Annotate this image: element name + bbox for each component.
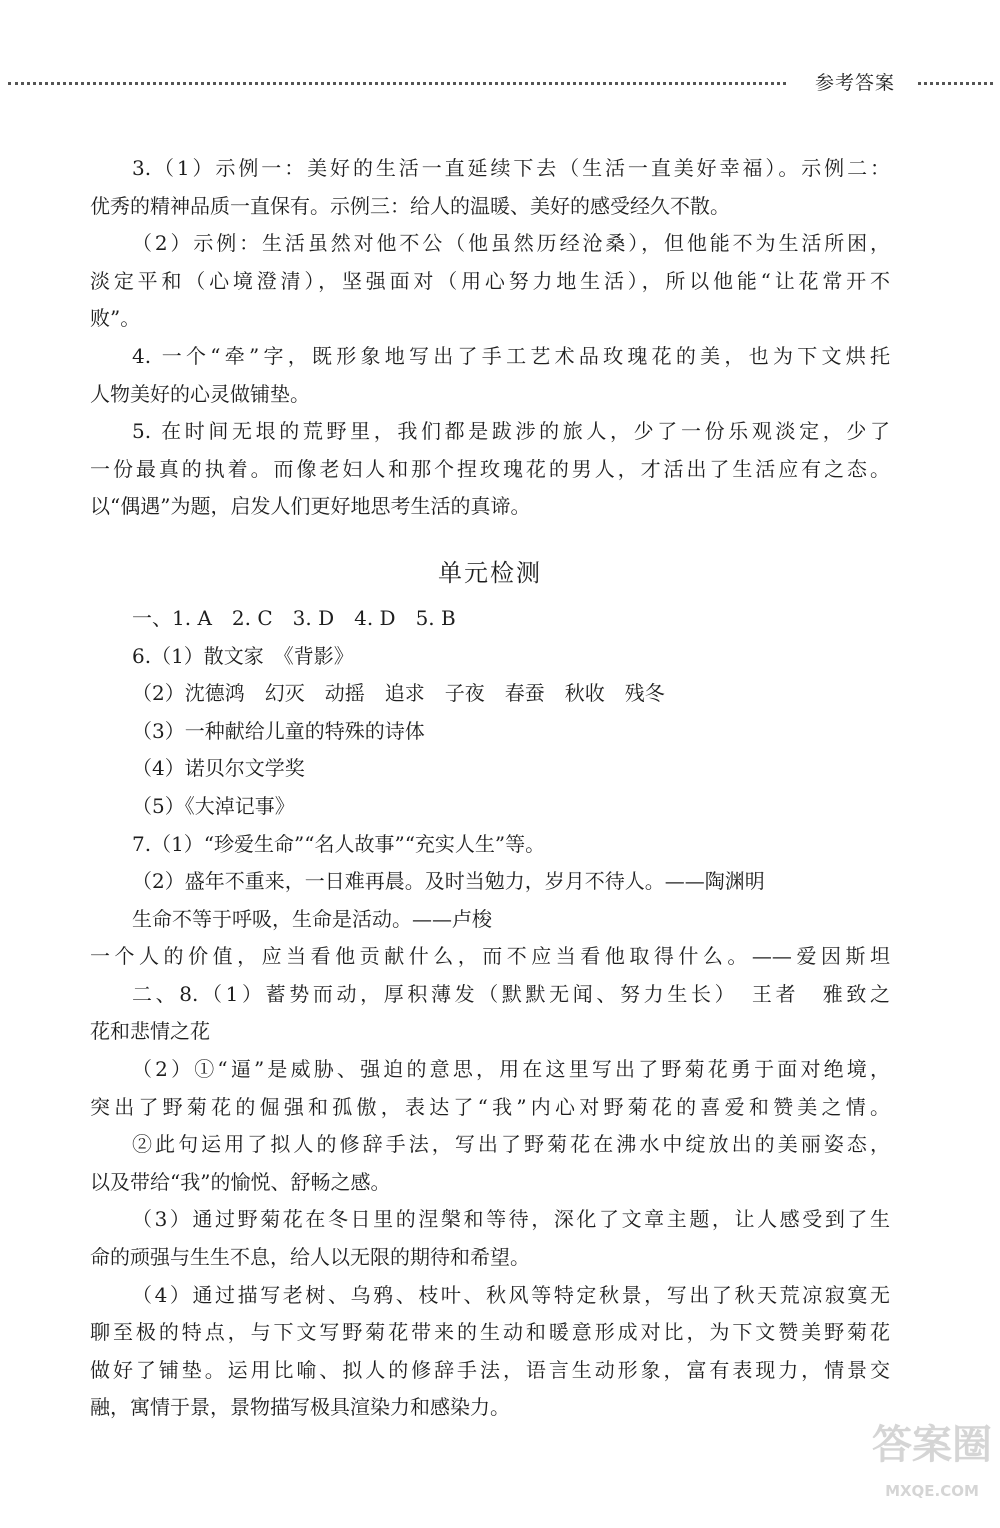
header-dotted-rule-left — [8, 82, 786, 85]
q5-line: 5. 在时间无垠的荒野里，我们都是跋涉的旅人，少了一份乐观淡定，少了 — [132, 419, 890, 444]
q3-line: 3.（1）示例一：美好的生活一直延续下去（生活一直美好幸福）。示例二： — [132, 156, 890, 180]
part2-line: 以及带给“我”的愉悦、舒畅之感。 — [90, 1169, 391, 1194]
part2-line: 花和悲情之花 — [90, 1019, 210, 1044]
part2-line: （4）通过描写老树、乌鸦、枝叶、秋风等特定秋景，写出了秋天荒凉寂寞无 — [132, 1282, 890, 1307]
q4-line: 4. 一个“牵”字，既形象地写出了手工艺术品玫瑰花的美，也为下文烘托 — [132, 343, 890, 368]
part2-line: 突出了野菊花的倔强和孤傲，表达了“我”内心对野菊花的喜爱和赞美之情。 — [90, 1094, 890, 1119]
page-header — [0, 68, 1000, 98]
part2-line: 二、8.（1）蓄势而动，厚积薄发（默默无闻、努力生长） 王者 雅致之 — [132, 981, 890, 1006]
part2-line: （2）①“逼”是威胁、强迫的意思，用在这里写出了野菊花勇于面对绝境， — [132, 1057, 890, 1082]
q3-line: 淡定平和（心境澄清），坚强面对（用心努力地生活），所以他能“让花常开不 — [90, 268, 890, 293]
part2-line: （3）通过野菊花在冬日里的涅槃和等待，深化了文章主题，让人感受到了生 — [132, 1207, 890, 1232]
part1-line: 一、1. A 2. C 3. D 4. D 5. B — [132, 605, 456, 630]
part2-line: ②此句运用了拟人的修辞手法，写出了野菊花在沸水中绽放出的美丽姿态， — [132, 1132, 890, 1157]
q3-line: 优秀的精神品质一直保有。示例三：给人的温暖、美好的感受经久不散。 — [90, 193, 730, 218]
part1-line: 一个人的价值，应当看他贡献什么，而不应当看他取得什么。——爱因斯坦 — [90, 944, 890, 969]
part1-line: （2）盛年不重来，一日难再晨。及时当勉力，岁月不待人。——陶渊明 — [132, 869, 765, 894]
part2-line: 融，寓情于景，景物描写极具渲染力和感染力。 — [90, 1395, 510, 1420]
watermark-mark: 答案圈 — [872, 1422, 992, 1468]
part1-line: （3）一种献给儿童的特殊的诗体 — [132, 718, 425, 743]
part2-line: 命的顽强与生生不息，给人以无限的期待和希望。 — [90, 1245, 530, 1270]
part1-line: （4）诺贝尔文学奖 — [132, 756, 305, 781]
q4-line: 人物美好的心灵做铺垫。 — [90, 381, 310, 406]
q3-line: （2）示例：生活虽然对他不公（他虽然历经沧桑），但他能不为生活所困， — [132, 231, 890, 256]
part1-line: （5）《大淖记事》 — [132, 793, 295, 818]
watermark-url: MXQE.COM — [885, 1482, 979, 1500]
q5-line: 一份最真的执着。而像老妇人和那个捏玫瑰花的男人，才活出了生活应有之态。 — [90, 456, 890, 481]
part1-line: 6.（1）散文家 《背影》 — [132, 643, 354, 668]
part2-line: 做好了铺垫。运用比喻、拟人的修辞手法，语言生动形象，富有表现力，情景交 — [90, 1357, 890, 1382]
header-title: 参考答案 — [814, 72, 895, 94]
part1-line: （2）沈德鸿 幻灭 动摇 追求 子夜 春蚕 秋收 残冬 — [132, 681, 665, 706]
q5-line: 以“偶遇”为题，启发人们更好地思考生活的真谛。 — [90, 494, 531, 519]
header-dotted-rule-right — [918, 82, 993, 85]
answer-content — [90, 150, 890, 1427]
section-title: 单元检测 — [438, 558, 542, 587]
part1-line: 7.（1）“珍爱生命”“名人故事”“充实人生”等。 — [132, 831, 546, 856]
q3-line: 败”。 — [90, 306, 141, 331]
part2-line: 聊至极的特点，与下文写野菊花带来的生动和暖意形成对比，为下文赞美野菊花 — [90, 1320, 890, 1345]
watermark-logo — [872, 1410, 992, 1520]
part1-line: 生命不等于呼吸，生命是活动。——卢梭 — [132, 906, 492, 931]
